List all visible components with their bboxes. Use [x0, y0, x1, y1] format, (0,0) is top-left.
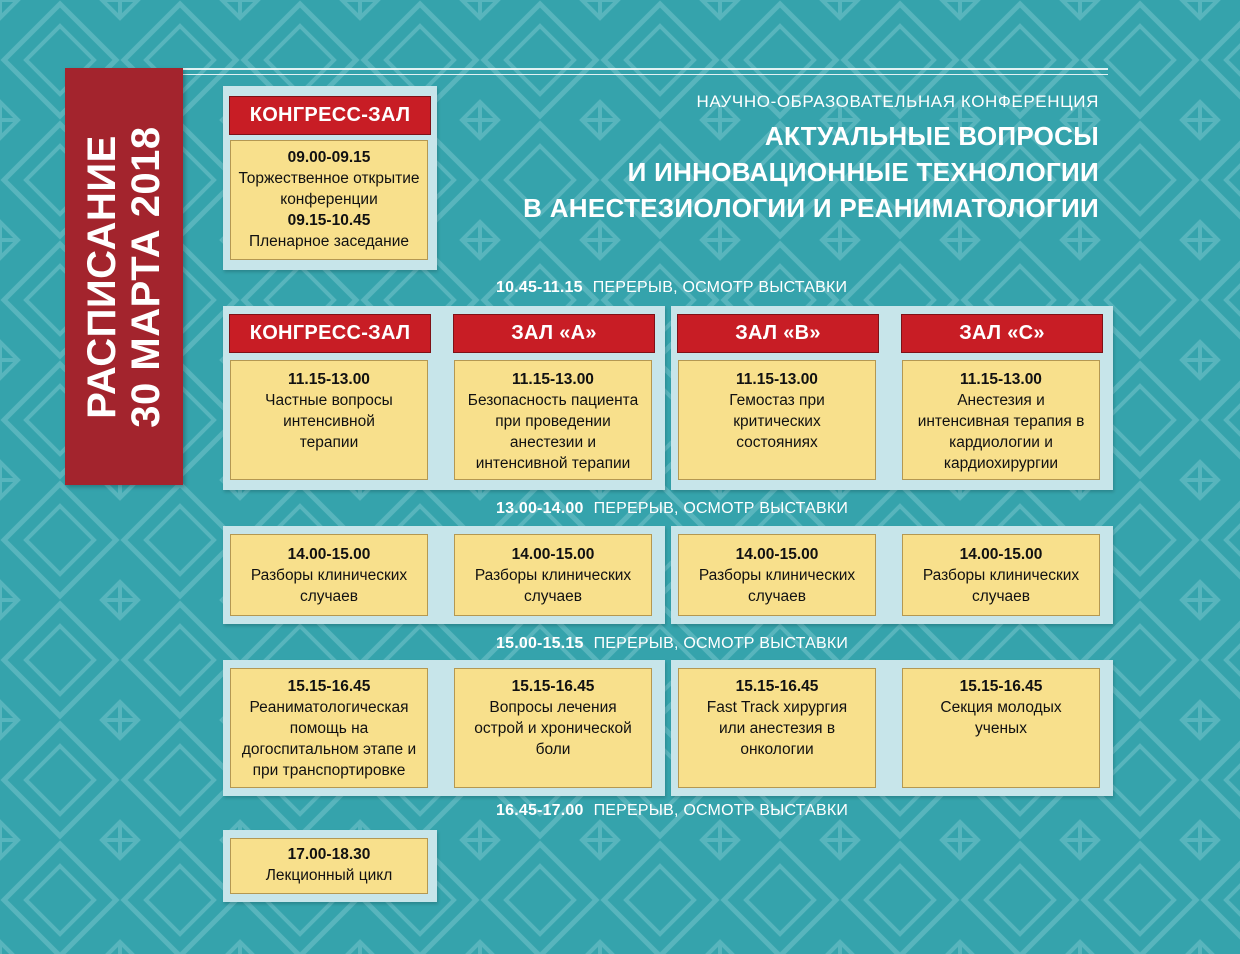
top-rule: [183, 68, 1108, 70]
break-label: ПЕРЕРЫВ, ОСМОТР ВЫСТАВКИ: [593, 500, 849, 517]
session-desc: Лекционный цикл: [265, 867, 393, 884]
session-desc: Разборы клинических случаев: [698, 567, 856, 605]
break-time: 16.45-17.00: [496, 802, 584, 819]
hall-label-b: ЗАЛ «В»: [677, 314, 879, 353]
session-time: 15.15-16.45: [511, 678, 595, 695]
break-label: ПЕРЕРЫВ, ОСМОТР ВЫСТАВКИ: [592, 279, 848, 296]
session-desc: Анестезия и интенсивная терапия в кардиологии и кардиохирургии: [917, 392, 1085, 472]
session-time: 11.15-13.00: [736, 371, 818, 388]
session-time: 14.00-15.00: [735, 546, 819, 563]
title-line-3: В АНЕСТЕЗИОЛОГИИ И РЕАНИМАТОЛОГИИ: [523, 193, 1099, 223]
date-banner: [65, 68, 183, 485]
break-1: [496, 279, 847, 297]
session-time: 14.00-15.00: [287, 546, 371, 563]
session3-hall-b: [678, 668, 876, 788]
session1-hall-c: [902, 360, 1100, 480]
break-4: [496, 802, 848, 820]
session-desc: Разборы клинических случаев: [922, 567, 1080, 605]
hall-label-opening: КОНГРЕСС-ЗАЛ: [229, 96, 431, 135]
opening-time-1: 09.00-09.15: [287, 149, 371, 166]
session-desc: Гемостаз при критических состояниях: [729, 392, 825, 451]
hall-label-a: ЗАЛ «А»: [453, 314, 655, 353]
break-label: ПЕРЕРЫВ, ОСМОТР ВЫСТАВКИ: [593, 635, 849, 652]
session2-hall-a: [454, 534, 652, 616]
opening-time-2: 09.15-10.45: [287, 212, 371, 229]
hall-label-congress: КОНГРЕСС-ЗАЛ: [229, 314, 431, 353]
session1-congress: [230, 360, 428, 480]
conference-title: [523, 118, 1099, 226]
break-3: [496, 635, 848, 653]
session-time: 14.00-15.00: [959, 546, 1043, 563]
session3-congress: [230, 668, 428, 788]
session-time: 11.15-13.00: [960, 371, 1042, 388]
break-time: 13.00-14.00: [496, 500, 584, 517]
session-time: 15.15-16.45: [735, 678, 819, 695]
hall-label-c: ЗАЛ «С»: [901, 314, 1103, 353]
session3-hall-c: [902, 668, 1100, 788]
session-desc: Разборы клинических случаев: [474, 567, 632, 605]
session2-hall-b: [678, 534, 876, 616]
break-label: ПЕРЕРЫВ, ОСМОТР ВЫСТАВКИ: [593, 802, 849, 819]
session-time: 11.15-13.00: [288, 371, 370, 388]
top-rule-2: [183, 74, 1108, 75]
session-desc: Fast Track хирургия или анестезия в онкологии: [706, 699, 848, 758]
opening-desc-1: Торжественное открытие конференции: [238, 170, 420, 208]
session-time: 14.00-15.00: [511, 546, 595, 563]
break-time: 10.45-11.15: [496, 279, 583, 296]
break-2: [496, 500, 848, 518]
session-desc: Реаниматологическая помощь на догоспитальном этапе и при транспортировке: [241, 699, 417, 779]
session-time: 17.00-18.30: [287, 846, 371, 863]
title-line-2: И ИННОВАЦИОННЫЕ ТЕХНОЛОГИИ: [627, 157, 1099, 187]
session2-hall-c: [902, 534, 1100, 616]
session-time: 11.15-13.00: [512, 371, 594, 388]
break-time: 15.00-15.15: [496, 635, 584, 652]
session-desc: Частные вопросы интенсивной терапии: [265, 392, 393, 451]
session-desc: Секция молодых ученых: [940, 699, 1062, 737]
session-time: 15.15-16.45: [287, 678, 371, 695]
session-desc: Вопросы лечения острой и хронической боли: [474, 699, 632, 758]
session4-congress: [230, 838, 428, 894]
session-desc: Безопасность пациента при проведении анестезии и интенсивной терапии: [467, 392, 639, 472]
session2-congress: [230, 534, 428, 616]
session3-hall-a: [454, 668, 652, 788]
session-desc: Разборы клинических случаев: [250, 567, 408, 605]
opening-desc-2: Пленарное заседание: [249, 233, 409, 250]
date-banner-text: [80, 126, 168, 427]
date-banner-line1: РАСПИСАНИЕ: [80, 134, 124, 419]
conference-subtitle: НАУЧНО-ОБРАЗОВАТЕЛЬНАЯ КОНФЕРЕНЦИЯ: [696, 92, 1099, 111]
session1-hall-b: [678, 360, 876, 480]
date-banner-line2: 30 МАРТА 2018: [124, 125, 168, 428]
title-line-1: АКТУАЛЬНЫЕ ВОПРОСЫ: [764, 121, 1099, 151]
session-time: 15.15-16.45: [959, 678, 1043, 695]
opening-session-box: [230, 140, 428, 260]
session1-hall-a: [454, 360, 652, 480]
